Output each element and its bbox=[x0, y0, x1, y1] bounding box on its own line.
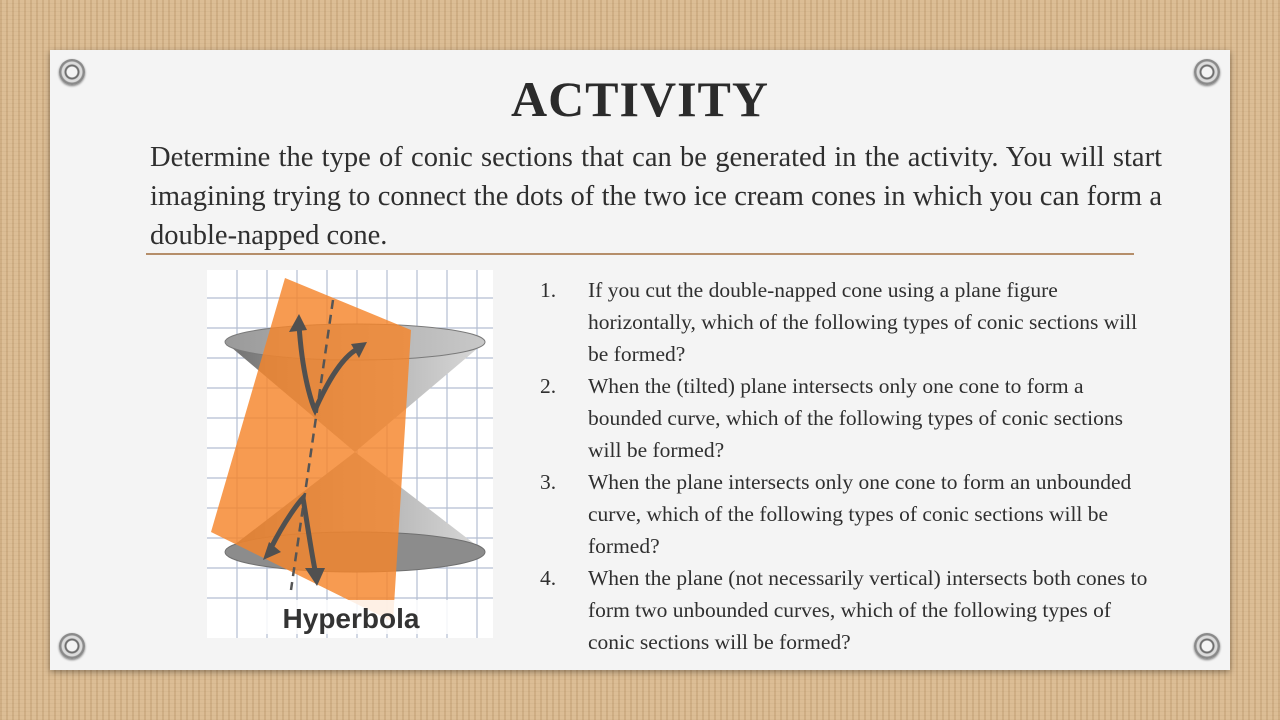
question-number: 4. bbox=[540, 566, 557, 590]
divider bbox=[146, 253, 1134, 255]
question-number: 1. bbox=[540, 278, 557, 302]
question-text: When the plane intersects only one cone to form an unbounded curve, which of the following types of conic sections will be formed? bbox=[588, 470, 1132, 558]
list-item bbox=[540, 274, 1160, 370]
question-list bbox=[540, 274, 1160, 658]
hyperbola-figure bbox=[207, 270, 493, 638]
question-text: When the (tilted) plane intersects only one cone to form a bounded curve, which of the following types of conic sections will be formed? bbox=[588, 374, 1123, 462]
list-item bbox=[540, 466, 1160, 562]
list-item bbox=[540, 562, 1160, 658]
grommet-icon bbox=[1194, 633, 1220, 659]
slide-title: ACTIVITY bbox=[510, 71, 770, 127]
question-text: When the plane (not necessarily vertical) intersects both cones to form two unbounded curves, which of the following types of conic sections will be formed? bbox=[588, 566, 1148, 654]
question-number: 3. bbox=[540, 470, 557, 494]
question-text: If you cut the double-napped cone using a plane figure horizontally, which of the following types of conic sections will be formed? bbox=[588, 278, 1138, 366]
intro-paragraph: Determine the type of conic sections that can be generated in the activity. You will start imagining trying to connect the dots of the two ice cream cones in which you can form a double-napped cone. bbox=[150, 142, 1162, 251]
figure-label: Hyperbola bbox=[282, 603, 420, 634]
question-number: 2. bbox=[540, 374, 557, 398]
list-item bbox=[540, 370, 1160, 466]
grommet-icon bbox=[59, 633, 85, 659]
